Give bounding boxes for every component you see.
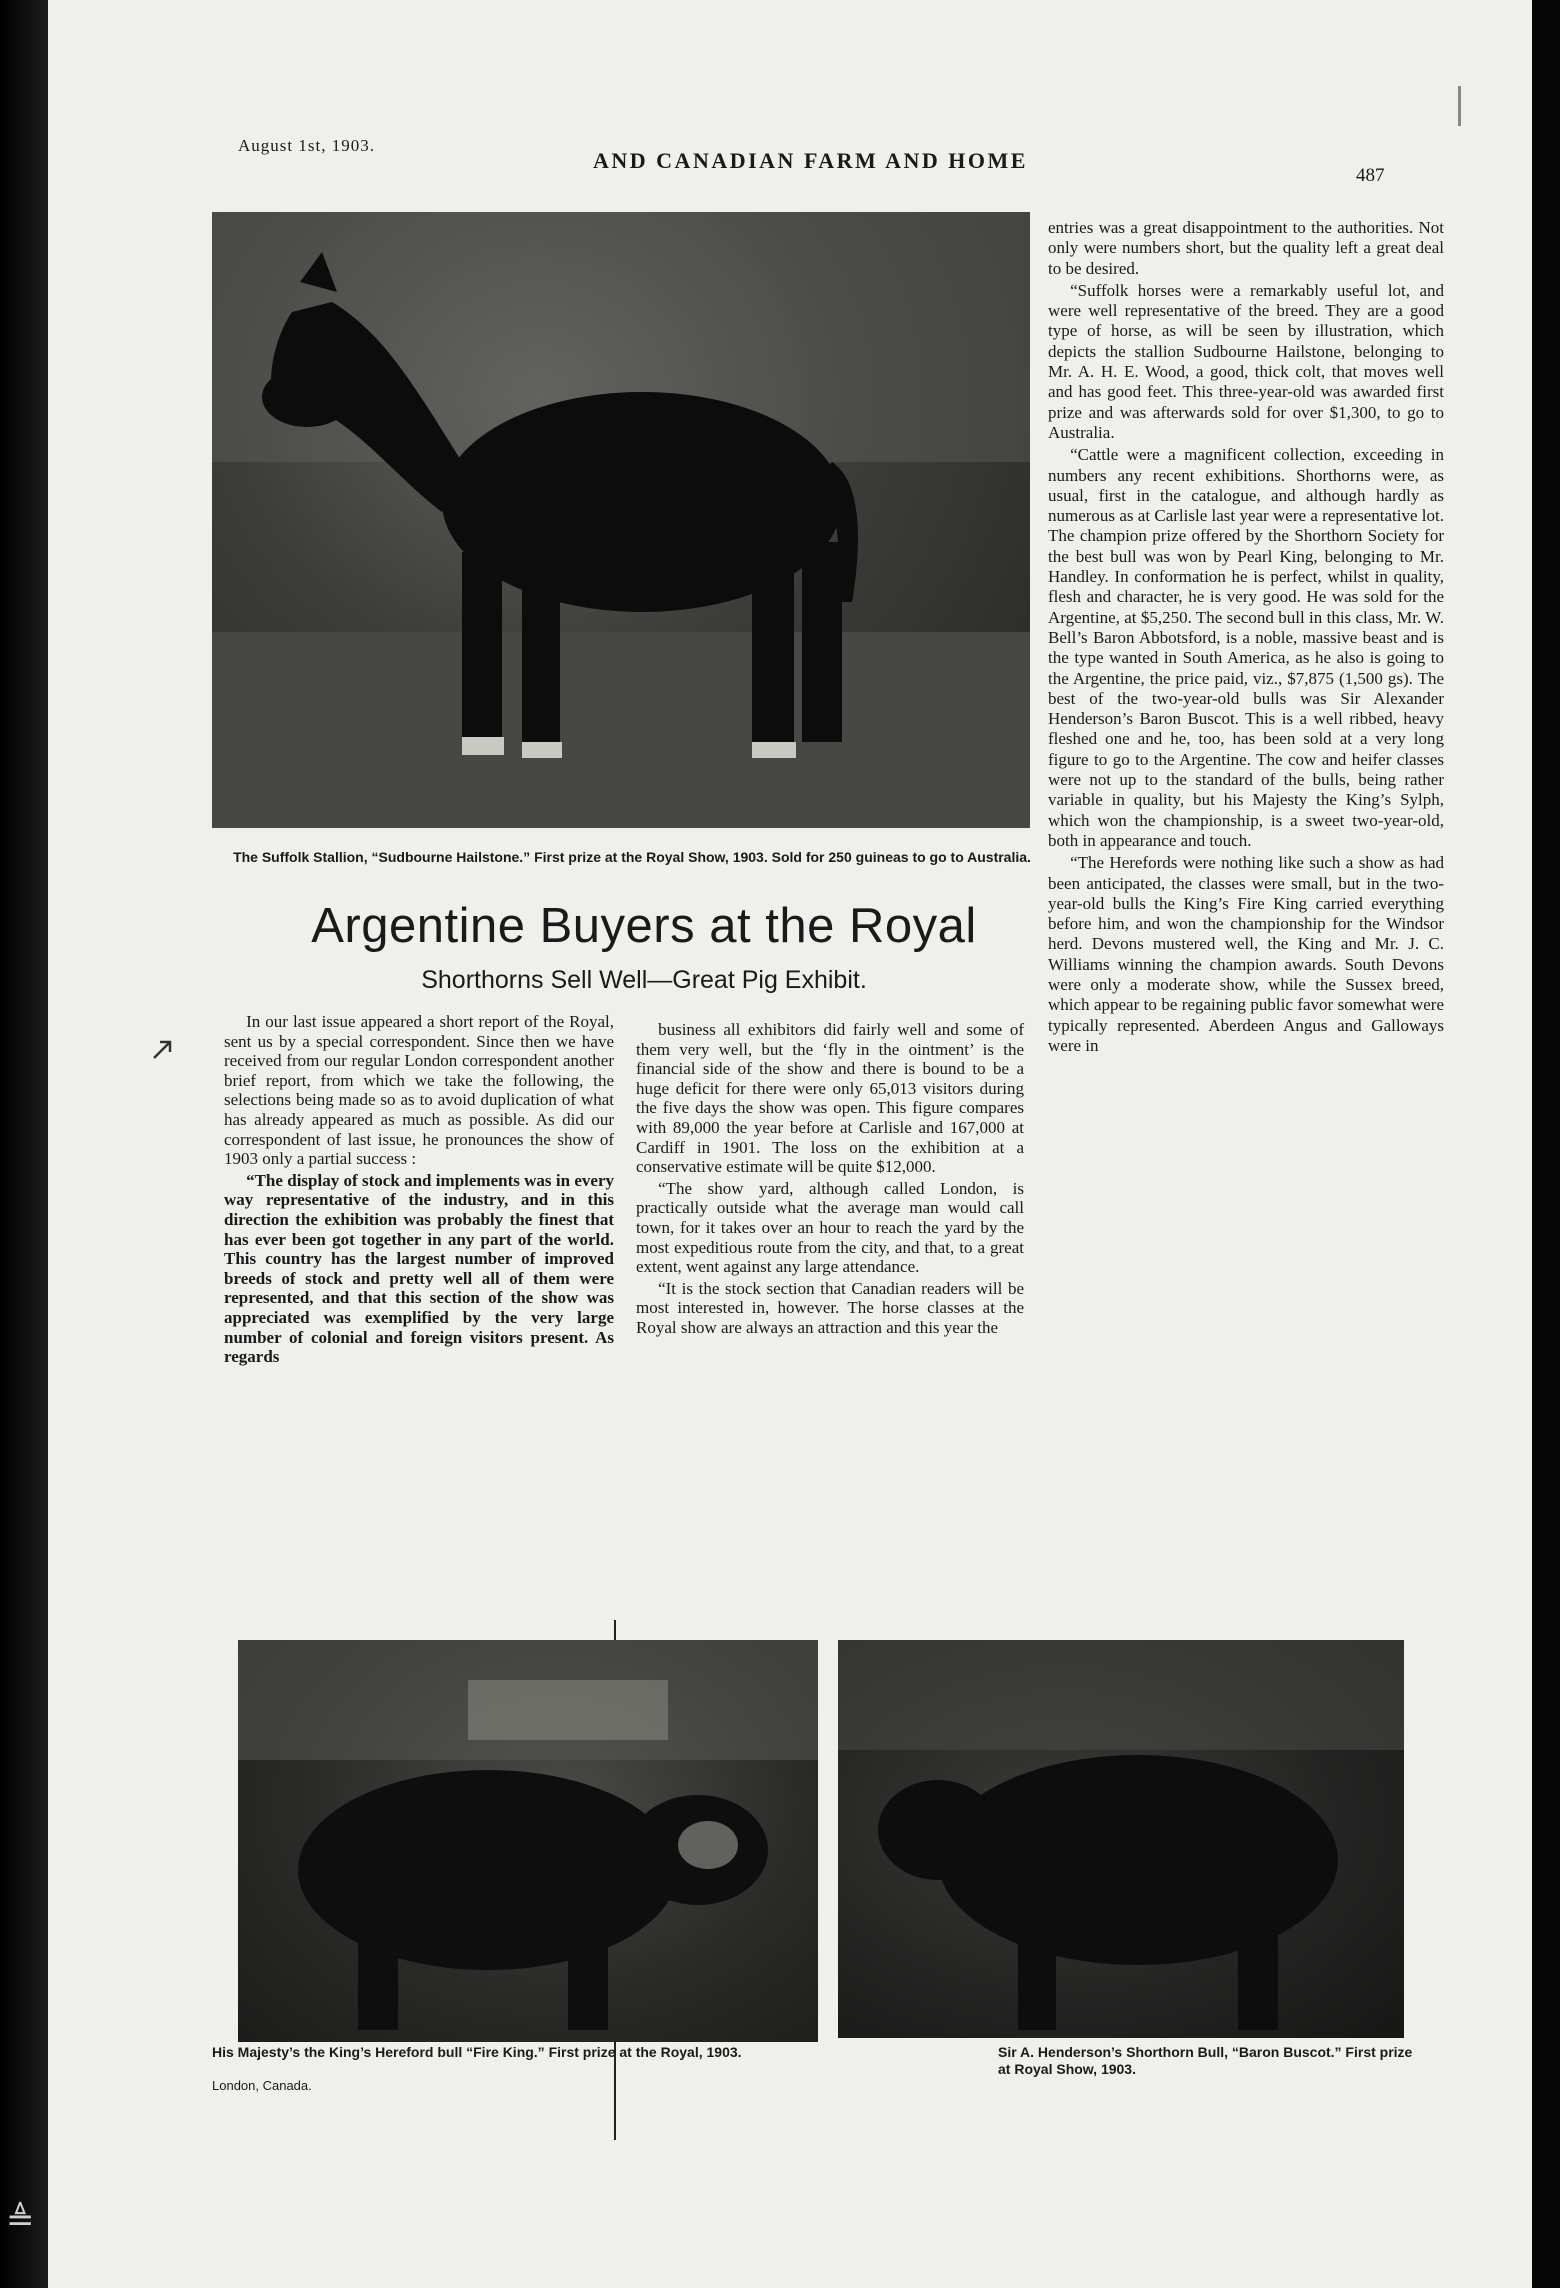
edge-mark: ≜: [6, 2200, 35, 2240]
stallion-caption: The Suffolk Stallion, “Sudbourne Hailstone.” First prize at the Royal Show, 1903. Sold for 250 guineas to go to Australia.: [233, 849, 1031, 865]
hereford-caption: His Majesty’s the King’s Hereford bull “Fire King.” First prize at the Royal, 1903.: [212, 2044, 742, 2060]
paragraph: business all exhibitors did fairly well and some of them very well, but the ‘fly in the ointment’ is the financial side of the show and there is bound to be a huge deficit for there were only 65,013 visitors during the five days the show was open. This figure compares with 89,000 the year before at Carlisle and 167,000 at Cardiff in 1901. The loss on the exhibition at a conservative estimate will be quite $12,000.: [636, 1020, 1024, 1177]
article-subheadline: Shorthorns Sell Well—Great Pig Exhibit.: [421, 966, 867, 994]
paragraph: entries was a great disappointment to the authorities. Not only were numbers short, but the quality left a great deal to be desired.: [1048, 218, 1444, 278]
paragraph: “The Herefords were nothing like such a show as had been anticipated, the classes were small, but in the two-year-old bulls the King’s Fire King carried everything before him, and won the championship for the Windsor herd. Devons mustered well, the King and Mr. J. C. Williams winning the champion awards. South Devons were only a moderate show, while the Sussex breed, which appear to be regaining public favor somewhat were typically represented. Aberdeen Angus and Galloways were in: [1048, 853, 1444, 1055]
shorthorn-caption: Sir A. Henderson’s Shorthorn Bull, “Baron Buscot.” First prize at Royal Show, 1903.: [998, 2044, 1413, 2077]
header-title: AND CANADIAN FARM AND HOME: [593, 148, 1028, 173]
article-column-2: [636, 1020, 1024, 1340]
page-number: 487: [1356, 165, 1385, 186]
article-column-1: [224, 1012, 614, 1369]
film-border-left: [0, 0, 48, 2288]
article-column-3: [1048, 218, 1444, 1058]
paragraph: “The display of stock and implements was in every way representative of the industry, and in this direction the exhibition was probably the finest that has ever been got together in any part of the world. This country has the largest number of improved breeds of stock and pretty well all of them were represented, and that this section of the show was appreciated was exemplified by the very large number of colonial and foreign visitors present. As regards: [224, 1170, 614, 1367]
photo-shorthorn-bull: [838, 1640, 1404, 2038]
photo-suffolk-stallion: [212, 212, 1030, 828]
newspaper-page: [48, 0, 1532, 2288]
paragraph: “Suffolk horses were a remarkably useful lot, and were well representative of the breed. They are a good type of horse, as will be seen by illustration, which depicts the stallion Sudbourne Hailstone, belonging to Mr. A. H. E. Wood, a good, thick colt, that moves well and has good feet. This three-year-old was awarded first prize and was afterwards sold for over $1,300, to go to Australia.: [1048, 280, 1444, 442]
shorthorn-bull-silhouette: [838, 1640, 1404, 2038]
stallion-silhouette: [212, 212, 1030, 828]
article-headline: Argentine Buyers at the Royal: [311, 899, 977, 953]
page-edge-mark: [1458, 86, 1461, 126]
hereford-bull-silhouette: [238, 1640, 818, 2042]
header-date: August 1st, 1903.: [238, 136, 375, 155]
film-border-right: [1532, 0, 1560, 2288]
margin-arrow-icon: [152, 1038, 174, 1060]
photo-hereford-bull: [238, 1640, 818, 2042]
paragraph: In our last issue appeared a short report of the Royal, sent us by a special correspondent. Since then we have received from our regular London correspondent another brief report, from which we take the following, the selections being made so as to avoid duplication of what has already appeared as much as possible. As did our correspondent of last issue, he pronounces the show of 1903 only a partial success :: [224, 1012, 614, 1169]
paragraph: “Cattle were a magnificent collection, exceeding in numbers any recent exhibitions. Shorthorns were, as usual, first in the catalogue, and although hardly as numerous as at Carlisle last year were a representative lot. The champion prize offered by the Shorthorn Society for the best bull was won by Pearl King, belonging to Mr. Handley. In conformation he is perfect, whilst in quality, flesh and character, he is very good. He was sold for the Argentine, at $5,250. The second bull in this class, Mr. W. Bell’s Baron Abbotsford, is a noble, massive beast and is the type wanted in South America, as he also is going to the Argentine, the price paid, viz., $7,875 (1,500 gs). The best of the two-year-old bulls was Sir Alexander Henderson’s Baron Buscot. This is a well ribbed, heavy fleshed one and he, too, has been sold at a very long figure to go to the Argentine. The cow and heifer classes were not up to the standard of the bulls, being rather variable in quality, but his Majesty the King’s Sylph, which won the championship, is a sweet two-year-old, both in appearance and touch.: [1048, 445, 1444, 850]
paragraph: “It is the stock section that Canadian readers will be most interested in, however. The horse classes at the Royal show are always an attraction and this year the: [636, 1278, 1024, 1337]
address-line: London, Canada.: [212, 2078, 312, 2093]
paragraph: “The show yard, although called London, is practically outside what the average man would call town, for it takes over an hour to reach the yard by the most expeditious route from the city, and that, to a great extent, went against any large attendance.: [636, 1178, 1024, 1277]
